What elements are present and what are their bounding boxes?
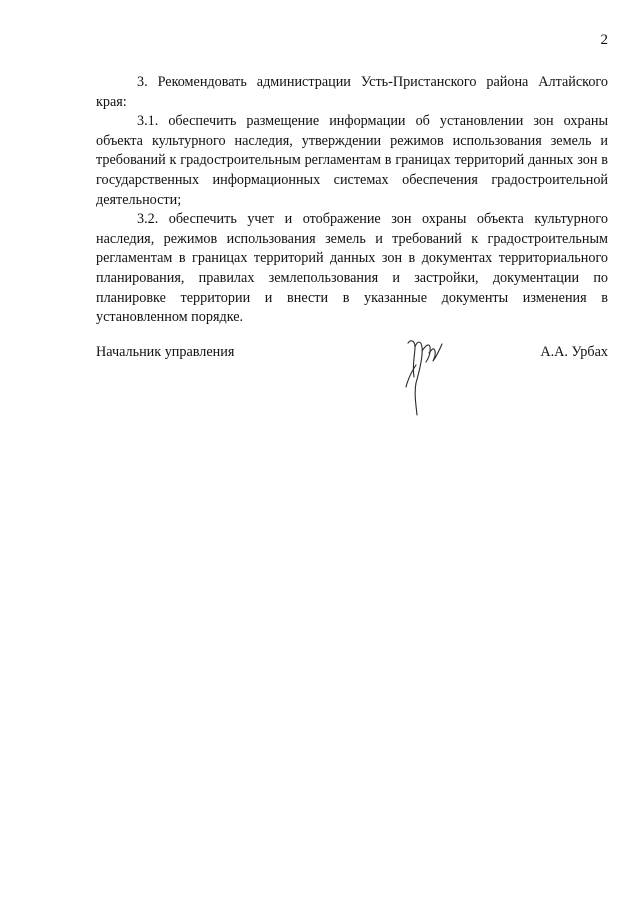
page-number: 2	[600, 32, 608, 48]
document-body	[96, 73, 608, 328]
paragraph-item-3-2: 3.2. обеспечить учет и отображение зон охраны объекта культурного наследия, режимов использования земель и требований к градостроительным регламентам в границах территорий данных зон в документах территориального планирования, правилах землепользования и застройки, документации по планировке территории и внести в указанные документы изменения в установленном порядке.	[96, 211, 608, 326]
paragraph-item-3-1: 3.1. обеспечить размещение информации об установлении зон охраны объекта культурного наследия, утверждении режимов использования земель и требований к градостроительным регламентам в границах территорий данных зон в государственных информационных системах обеспечения градостроительной деятельности;	[96, 113, 608, 208]
signature-block	[96, 343, 608, 423]
signer-position: Начальник управления	[96, 344, 235, 360]
handwritten-signature-icon	[402, 335, 446, 419]
signer-name: А.А. Урбах	[540, 344, 608, 360]
paragraph-recommendation: 3. Рекомендовать администрации Усть-Пристанского района Алтайского края:	[96, 74, 608, 110]
